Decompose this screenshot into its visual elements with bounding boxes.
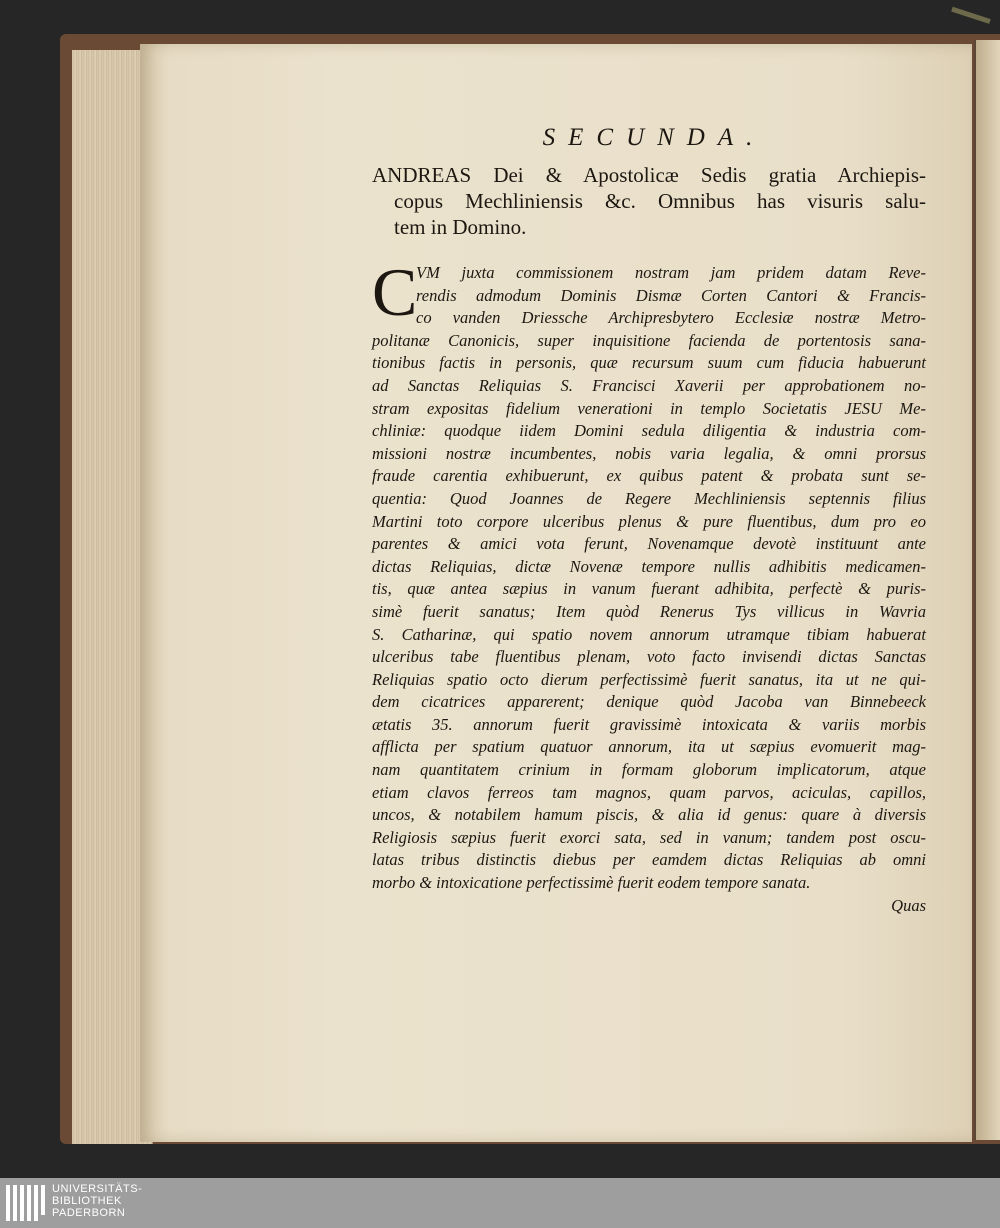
text-line: chliniæ: quodque iidem Domini sedula diligentia & industria com- [372,421,926,441]
salutation-line: ANDREAS Dei & Apostolicæ Sedis gratia Archiepis- [372,163,926,187]
text-line: politanæ Canonicis, super inquisitione facienda de portentosis sana- [372,330,926,350]
text-line: quentia: Quod Joannes de Regere Mechliniensis septennis filius [372,488,926,508]
text-line: morbo & intoxicatione perfectissimè fuerit eodem tempore sanata. [372,873,811,893]
text-line: latas tribus distinctis diebus per eamdem dictas Reliquias ab omni [372,850,926,870]
text-line: tis, quæ antea sæpius in vanum fuerant adhibita, perfectè & puris- [372,579,926,599]
drop-cap: C [372,254,418,330]
salutation-paragraph [372,162,926,240]
text-line: etiam clavos ferreos tam magnos, quam parvos, aciculas, capillos, [372,782,926,802]
library-name-line: PADERBORN [52,1207,126,1219]
text-line: dictas Reliquias, dictæ Novenæ tempore nullis adhibitis medicamen- [372,556,926,576]
text-line: simè fuerit sanatus; Item quòd Renerus Tys villicus in Wavria [372,601,926,621]
library-name-line: UNIVERSITÄTS- [52,1183,143,1195]
text-line: ad Sanctas Reliquias S. Francisci Xaverii per approbationem no- [372,375,926,395]
text-line: co vanden Driessche Archipresbytero Ecclesiæ nostræ Metro- [416,308,926,328]
text-line: dem cicatrices apparerent; denique quòd Jacoba van Binnebeeck [372,692,926,712]
text-line: Religiosis sæpius fuerit exorci sata, sed in vanum; tandem post oscu- [372,827,926,847]
text-line: ulceribus tabe fluentibus plenam, voto facto invisendi dictas Sanctas [372,647,926,667]
text-line: parentes & amici vota ferunt, Novenamque devotè instituunt ante [372,534,926,554]
library-logo-icon [4,1181,48,1225]
library-name-line: BIBLIOTHEK [52,1195,122,1207]
salutation-line: tem in Domino. [394,215,527,239]
text-line: fraude carentia exhibuerunt, ex quibus patent & probata sunt se- [372,466,926,486]
page-text [372,124,926,917]
text-line: stram expositas fidelium venerationi in templo Societatis JESU Me- [372,398,926,418]
body-paragraph [372,254,926,895]
catchword: Quas [891,895,926,915]
text-line: tionibus factis in personis, quæ recursum suum cum fiducia habuerunt [372,353,926,373]
section-heading: SECUNDA. [542,124,766,151]
text-line: afflicta per spatium quatuor annorum, ita ut sæpius evomuerit mag- [372,737,926,757]
library-footer [0,1178,1000,1228]
text-line: nam quantitatem crinium in formam globorum implicatorum, atque [372,760,926,780]
text-line: VM juxta commissionem nostram jam pridem datam Reve- [416,263,926,282]
text-line: Reliquias spatio octo dierum perfectissimè fuerit sanatus, ita ut ne qui- [372,669,926,689]
facing-page-edge [974,40,1000,1140]
text-line: rendis admodum Dominis Dismæ Corten Cantori & Francis- [416,285,926,305]
text-line: S. Catharinæ, qui spatio novem annorum utramque tibiam habuerat [372,624,926,644]
text-line: uncos, & notabilem hamum piscis, & alia id genus: quare à diversis [372,805,926,825]
salutation-line: copus Mechliniensis &c. Omnibus has visuris salu- [394,189,926,213]
text-line: Martini toto corpore ulceribus plenus & pure fluentibus, dum pro eo [372,511,926,531]
text-line: missioni nostræ incumbentes, nobis varia legalia, & omni prorsus [372,443,926,463]
text-line: ætatis 35. annorum fuerit gravissimè intoxicata & variis morbis [372,714,926,734]
library-name [52,1183,142,1219]
